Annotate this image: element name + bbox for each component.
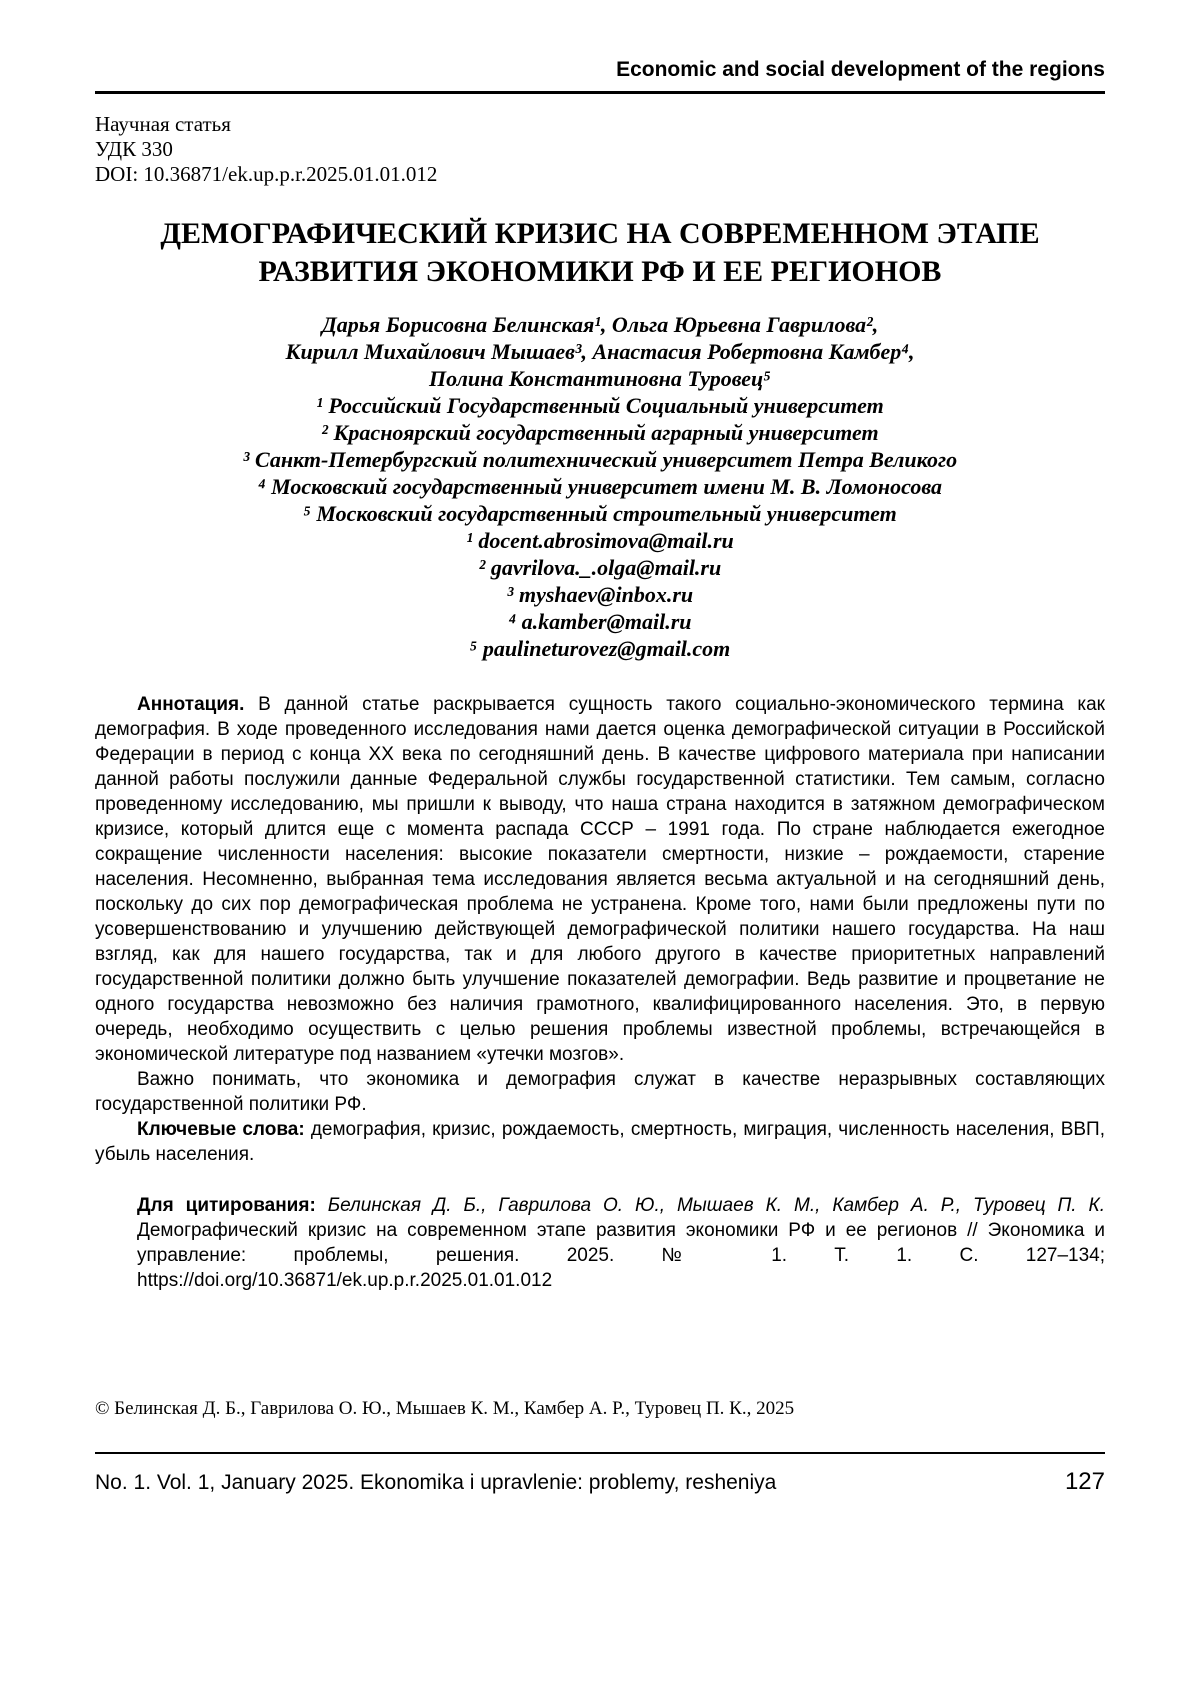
authors-block xyxy=(95,311,1105,662)
abstract-text: В данной статье раскрывается сущность такого социально-экономического термина как демография. В ходе проведенного исследования нами дается оценка демографической ситуации в Российской Федерации в период с конца XX века по сегодняшний день. В качестве цифрового материала при написании данной работы послужили данные Федеральной службы государственной статистики. Тем самым, согласно проведенному исследованию, мы пришли к выводу, что наша страна находится в затяжном демографическом кризисе, который длится еще с момента распада СССР – 1991 года. По стране наблюдается ежегодное сокращение численности населения: высокие показатели смертности, низкие – рождаемости, старение населения. Несомненно, выбранная тема исследования является весьма актуальной и на сегодняшний день, поскольку до сих пор демографическая проблема не устранена. Кроме того, нами были предложены пути по усовершенствованию и улучшению действующей демографической политики нашего государства. На наш взгляд, как для нашего государства, так и для любого другого в качестве приоритетных направлений государственной политики должно быть улучшение показателей демографии. Ведь развитие и процветание не одного государства невозможно без наличия грамотного, квалифицированного населения. Это, в первую очередь, необходимо осуществить с целью решения проблемы известной проблемы, встречающейся в экономической литературе под названием «утечки мозгов». xyxy=(95,694,1105,1065)
affiliation-line: ⁵ Московский государственный строительный университет xyxy=(303,501,897,526)
affiliation-line: ⁴ Московский государственный университет имени М. В. Ломоносова xyxy=(257,474,943,499)
article-meta xyxy=(95,112,1105,187)
abstract-paragraph-2: Важно понимать, что экономика и демография служат в качестве неразрывных составляющих государственной политики РФ. xyxy=(95,1069,1105,1115)
author-names-line: Дарья Борисовна Белинская¹, Ольга Юрьевна Гаврилова², xyxy=(321,312,879,337)
doi-line: DOI: 10.36871/ek.up.p.r.2025.01.01.012 xyxy=(95,162,438,186)
author-email: ³ myshaev@inbox.ru xyxy=(506,582,694,607)
author-email: ² gavrilova._.olga@mail.ru xyxy=(478,555,722,580)
abstract-label: Аннотация. xyxy=(137,694,245,715)
affiliation-line: ² Красноярский государственный аграрный университет xyxy=(321,420,879,445)
keywords-text: демография, кризис, рождаемость, смертность, миграция, численность населения, ВВП, убыль населения. xyxy=(95,1119,1105,1165)
author-names-line: Кирилл Михайлович Мышаев³, Анастасия Робертовна Камбер⁴, xyxy=(285,339,915,364)
citation-authors: Белинская Д. Б., Гаврилова О. Ю., Мышаев К. М., Камбер А. Р., Туровец П. К. xyxy=(315,1195,1105,1216)
citation-label: Для цитирования: xyxy=(137,1195,316,1216)
footer-rule xyxy=(95,1452,1105,1454)
affiliation-line: ³ Санкт-Петербургский политехнический университет Петра Великого xyxy=(242,447,958,472)
footer-issue-info: No. 1. Vol. 1, January 2025. Ekonomika i upravlenie: problemy, resheniya xyxy=(95,1471,777,1494)
udc-code: УДК 330 xyxy=(95,137,173,161)
copyright-line: © Белинская Д. Б., Гаврилова О. Ю., Мышаев К. М., Камбер А. Р., Туровец П. К., 2025 xyxy=(95,1398,795,1419)
affiliation-line: ¹ Российский Государственный Социальный университет xyxy=(316,393,884,418)
keywords-label: Ключевые слова: xyxy=(137,1119,305,1140)
keywords-paragraph xyxy=(95,1117,1105,1167)
author-names-line: Полина Константиновна Туровец⁵ xyxy=(429,366,771,391)
header-rule xyxy=(95,91,1105,94)
citation-text: Демографический кризис на современном этапе развития экономики РФ и ее регионов // Экономика и управление: проблемы, решения. 2025. № 1. Т. 1. С. 127–134; https://doi.org/10.36871/ek.up.p.r.2025.01.01.012 xyxy=(137,1220,1105,1291)
author-email: ¹ docent.abrosimova@mail.ru xyxy=(466,528,734,553)
author-email: ⁴ a.kamber@mail.ru xyxy=(508,609,692,634)
citation-block xyxy=(137,1193,1105,1293)
abstract-paragraph xyxy=(95,692,1105,1067)
abstract-section xyxy=(95,692,1105,1167)
footer xyxy=(95,1468,1105,1496)
page-number: 127 xyxy=(1064,1468,1105,1495)
author-email: ⁵ paulineturovez@gmail.com xyxy=(469,636,731,661)
running-head: Economic and social development of the regions xyxy=(616,58,1105,81)
article-type: Научная статья xyxy=(95,112,231,136)
article-title: ДЕМОГРАФИЧЕСКИЙ КРИЗИС НА СОВРЕМЕННОМ ЭТАПЕ РАЗВИТИЯ ЭКОНОМИКИ РФ И ЕЕ РЕГИОНОВ xyxy=(160,217,1040,288)
